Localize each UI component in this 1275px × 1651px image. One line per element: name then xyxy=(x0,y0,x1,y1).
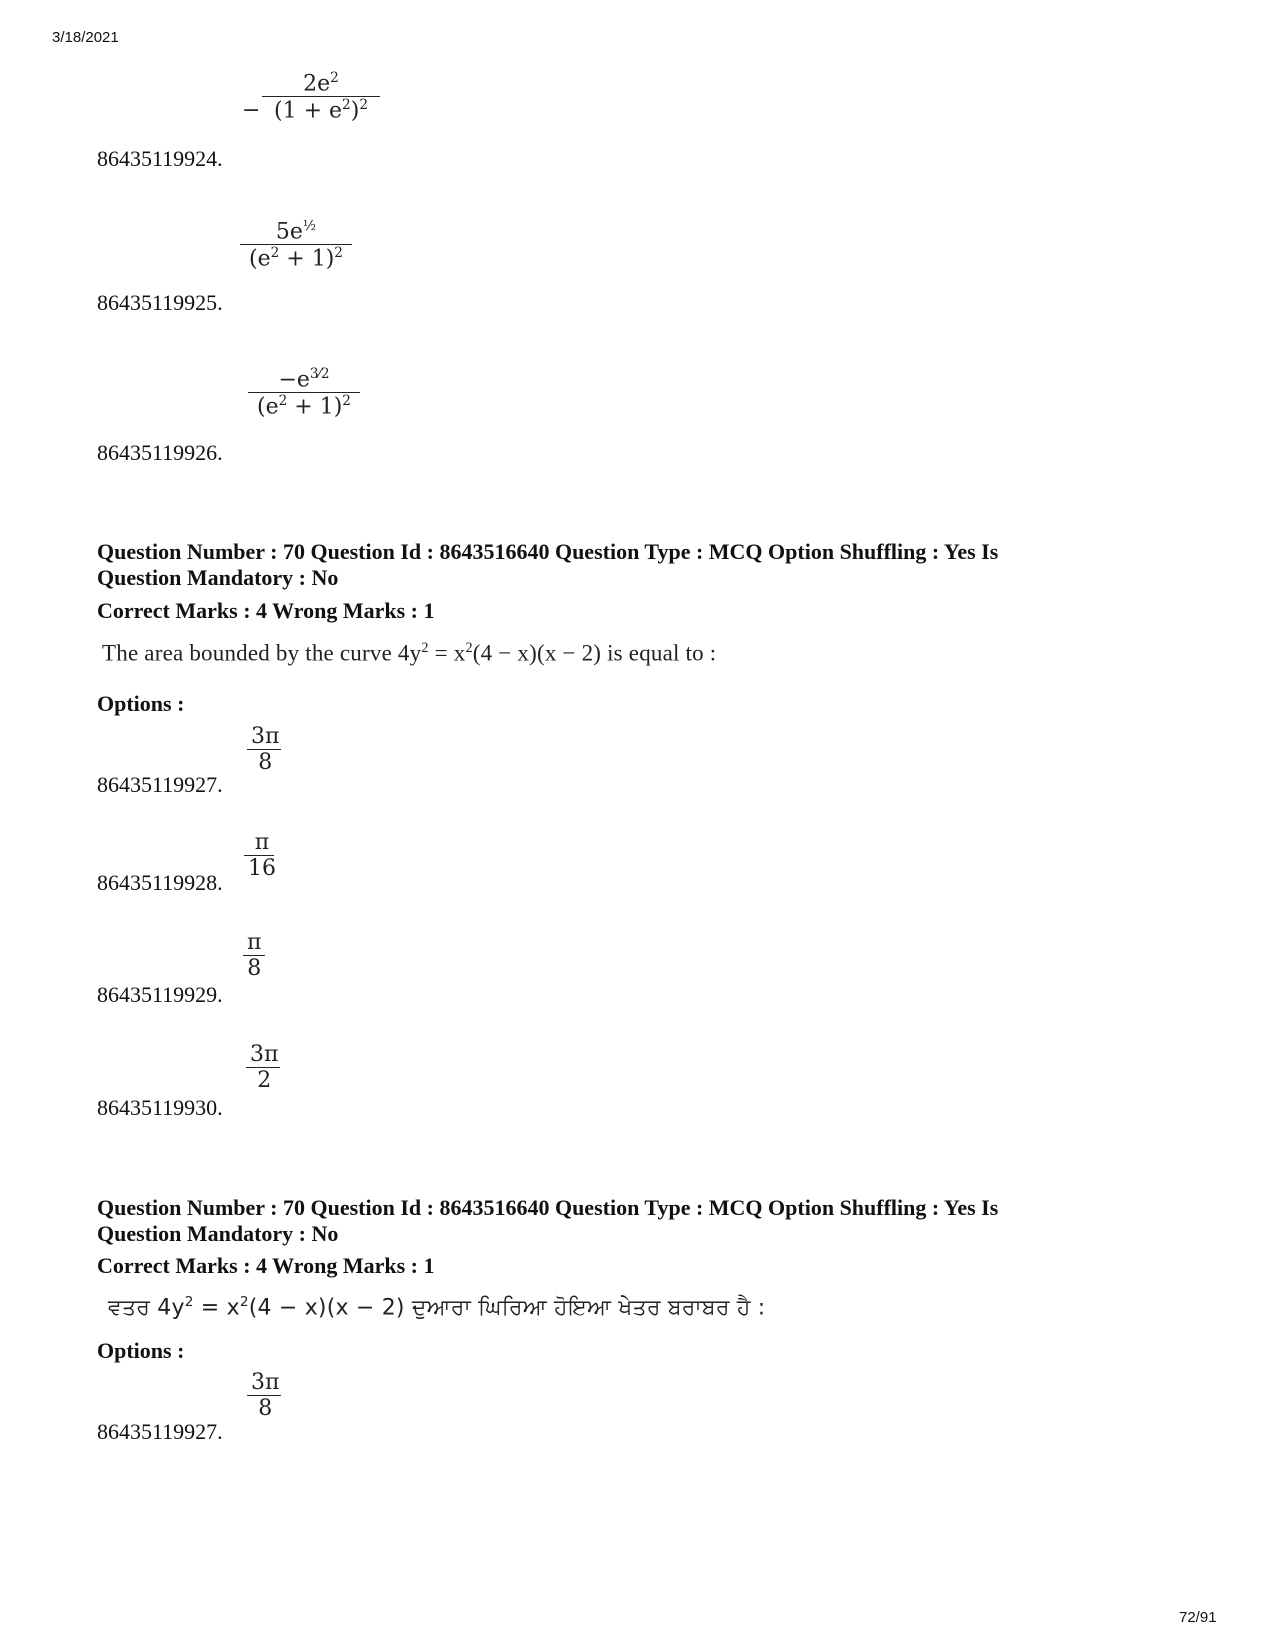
option-id: 86435119927. xyxy=(97,1419,223,1444)
formula-numerator: $-e^{3⁄2}$ xyxy=(278,366,330,393)
option-formula: π 8 xyxy=(243,930,265,981)
option-formula xyxy=(240,218,352,272)
option-formula xyxy=(242,70,380,124)
option-id: 86435119925. xyxy=(97,290,223,315)
formula-denominator: $(e^2 + 1)^2$ xyxy=(249,245,343,272)
question-marks: Correct Marks : 4 Wrong Marks : 1 xyxy=(97,598,435,623)
option-formula xyxy=(248,366,360,420)
option-formula: 3π 8 xyxy=(247,724,283,775)
option-id: 86435119927. xyxy=(97,772,223,797)
option-id: 86435119926. xyxy=(97,440,223,465)
option-formula: π 16 xyxy=(244,830,280,881)
option-id: 86435119928. xyxy=(97,870,223,895)
formula-denominator: $(1 + e^2)^2$ xyxy=(274,97,368,124)
question-header: Question Number : 70 Question Id : 8643516640 Question Type : MCQ Option Shuffling : Yes Is Question Mandatory : No xyxy=(97,1195,999,1246)
options-label: Options : xyxy=(97,691,185,716)
option-id: 86435119930. xyxy=(97,1095,223,1120)
question-text: The area bounded by the curve $4y^2 = x^2(4 - x)(x - 2)$ is equal to : xyxy=(102,640,717,666)
option-formula: 3π 2 xyxy=(246,1042,282,1093)
formula-numerator: $2e^2$ xyxy=(303,70,339,97)
page-number: 72/91 xyxy=(1179,1609,1217,1626)
option-formula: 3π 8 xyxy=(247,1370,283,1421)
formula-denominator: $(e^2 + 1)^2$ xyxy=(257,393,351,420)
option-id: 86435119929. xyxy=(97,982,223,1007)
option-id: 86435119924. xyxy=(97,146,223,171)
options-label: Options : xyxy=(97,1338,185,1363)
minus-sign: − xyxy=(242,98,261,123)
formula-numerator: $5e^{\frac{1}{2}}$ xyxy=(275,218,317,245)
print-date: 3/18/2021 xyxy=(52,29,119,46)
question-text: ਵਤਰ $4y^2 = x^2(4 - x)(x - 2)$ ਦੁਆਰਾ ਘਿਰਿਆ ਹੋਇਆ ਖੇਤਰ ਬਰਾਬਰ ਹੈ : xyxy=(108,1294,766,1321)
question-header: Question Number : 70 Question Id : 8643516640 Question Type : MCQ Option Shuffling : Yes Is Question Mandatory : No xyxy=(97,539,999,590)
question-marks: Correct Marks : 4 Wrong Marks : 1 xyxy=(97,1253,435,1278)
